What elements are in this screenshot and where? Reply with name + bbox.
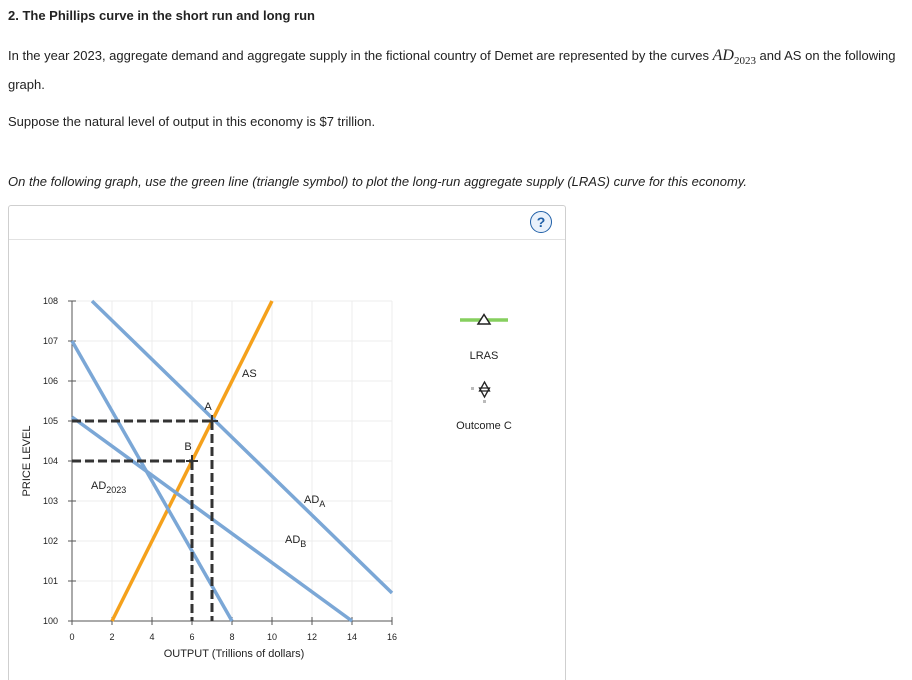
ad-2023-symbol: $AD_{2023}$	[712, 47, 756, 68]
ad-a-label: $AD_A$	[304, 494, 326, 509]
x-tick-label: 2	[109, 632, 115, 642]
instruction-text: On the following graph, use the green line (triangle symbol) to plot the long-run aggregate supply (LRAS) curve for this economy.	[8, 174, 747, 189]
ad-a-curve[interactable]	[92, 301, 392, 593]
x-tick-label: 4	[149, 632, 155, 642]
x-tick-label: 8	[229, 632, 235, 642]
y-axis-title: PRICE LEVEL	[21, 425, 33, 497]
question-title: 2. The Phillips curve in the short run and long run	[8, 8, 315, 23]
point-label-a: A	[204, 401, 212, 413]
y-tick-label: 107	[42, 336, 58, 346]
y-tick-label: 106	[42, 376, 58, 386]
y-tick-label: 100	[42, 616, 58, 626]
y-tick-label: 108	[42, 296, 58, 306]
x-tick-label: 12	[306, 632, 318, 642]
question-intro: In the year 2023, aggregate demand and aggregate supply in the fictional country of Demet are represented by the curves $AD_{2023}$ and AS on the following graph.	[8, 47, 896, 93]
ad-b-label: $AD_B$	[285, 534, 307, 549]
as-label: AS	[242, 368, 257, 380]
lras-legend-label: LRAS	[469, 350, 499, 362]
x-axis-title: OUTPUT (Trillions of dollars)	[163, 648, 305, 660]
natural-level-text: Suppose the natural level of output in this economy is $7 trillion.	[8, 114, 376, 129]
point-label-b: B	[184, 441, 192, 453]
x-tick-label: 6	[189, 632, 195, 642]
graph-panel	[8, 205, 566, 680]
outcome-c-legend-label: Outcome C	[456, 420, 512, 432]
x-tick-label: 10	[266, 632, 278, 642]
x-tick-label: 16	[386, 632, 398, 642]
x-tick-label: 0	[69, 632, 75, 642]
y-tick-label: 101	[42, 576, 58, 586]
outcome-legend-dot-left	[471, 387, 474, 390]
help-icon[interactable]: ?	[530, 211, 552, 233]
phillips-graph[interactable]	[9, 206, 565, 680]
y-tick-label: 104	[42, 456, 58, 466]
ad-2023-label: $AD_{2023}$	[91, 480, 127, 495]
outcome-legend-dot-bottom	[483, 400, 486, 403]
y-tick-label: 103	[42, 496, 58, 506]
y-tick-label: 102	[42, 536, 58, 546]
x-tick-label: 14	[346, 632, 358, 642]
y-tick-label: 105	[42, 416, 58, 426]
